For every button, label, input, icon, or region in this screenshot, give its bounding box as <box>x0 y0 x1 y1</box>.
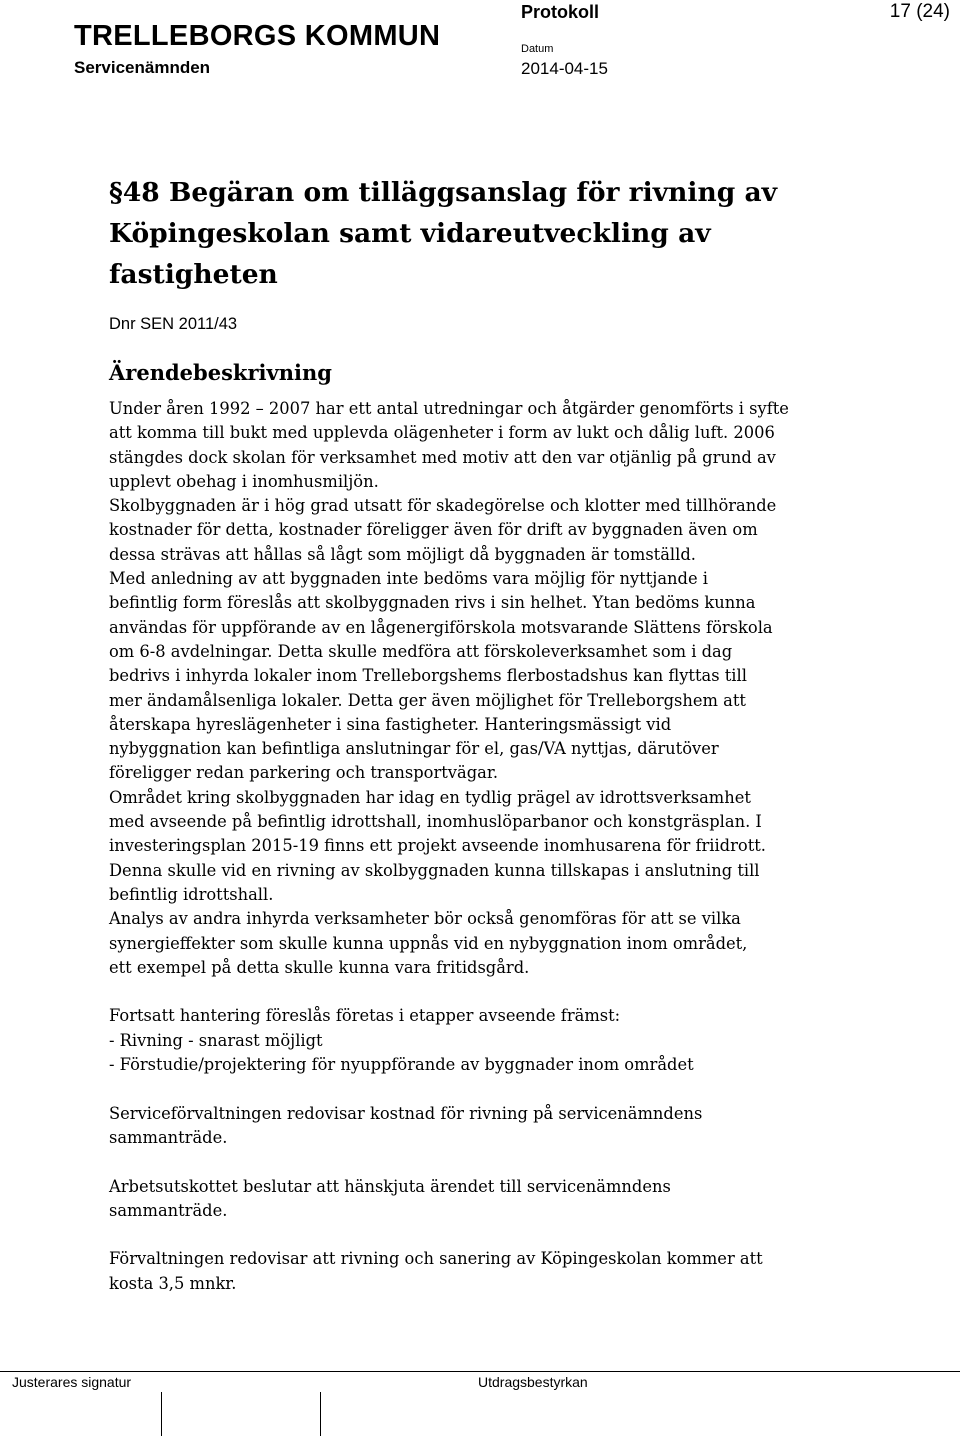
date-value: 2014-04-15 <box>521 59 608 78</box>
body-line: återskapa hyreslägenheter i sina fastigheter. Hanteringsmässigt vid <box>109 714 672 734</box>
department-name: Servicenämnden <box>74 58 211 77</box>
body-line: ett exempel på detta skulle kunna vara fritidsgård. <box>109 957 530 977</box>
body-line: dessa strävas att hållas så lågt som möjligt då byggnaden är tomställd. <box>109 544 696 564</box>
plan-line: Fortsatt hantering föreslås företas i etapper avseende främst: <box>109 1006 621 1026</box>
body-line: kostnader för detta, kostnader föreligger även för drift av byggnaden även om <box>109 520 758 540</box>
plan-line: - Förstudie/projektering för nyuppförande av byggnader inom området <box>109 1055 694 1075</box>
paragraph-gap <box>109 1223 909 1247</box>
body-line: upplevt obehag i inomhusmiljön. <box>109 471 379 491</box>
body-line: Under åren 1992 – 2007 har ett antal utredningar och åtgärder genomförts i syfte <box>109 399 789 418</box>
body-line: befintlig form föreslås att skolbyggnaden rivs i sin helhet. Ytan bedöms kunna <box>109 593 756 613</box>
report-line: Serviceförvaltningen redovisar kostnad för rivning på servicenämndens <box>109 1103 703 1123</box>
section-title: §48 Begäran om tilläggsanslag för rivning av Köpingeskolan samt vidareutveckling av fastigheten <box>109 177 778 290</box>
body-line: Skolbyggnaden är i hög grad utsatt för skadegörelse och klotter med tillhörande <box>109 496 777 516</box>
signature-label: Justerares signatur <box>12 1374 132 1390</box>
extract-certification-label: Utdragsbestyrkan <box>478 1374 588 1390</box>
paragraph-gap <box>109 1077 909 1101</box>
body-line: investeringsplan 2015-19 finns ett projekt avseende inomhusarena för friidrott. <box>109 836 766 856</box>
body-line: nybyggnation kan befintliga anslutningar för el, gas/VA nyttjas, därutöver <box>109 739 719 759</box>
report-line: sammanträde. <box>109 1127 228 1147</box>
body-line: användas för uppförande av en lågenergiförskola motsvarande Slättens förskola <box>109 617 773 637</box>
body-line: synergieffekter som skulle kunna uppnås vid en nybyggnation inom området, <box>109 933 748 953</box>
body-line: om 6-8 avdelningar. Detta skulle medföra att förskoleverksamhet som i dag <box>109 641 733 661</box>
body-line: befintlig idrottshall. <box>109 884 274 904</box>
body-line: att komma till bukt med upplevda olägenheter i form av lukt och dålig luft. 2006 <box>109 423 775 443</box>
body-line: Analys av andra inhyrda verksamheter bör också genomföras för att se vilka <box>109 909 741 929</box>
body-line: bedrivs i inhyrda lokaler inom Trelleborgshems flerbostadshus kan flyttas till <box>109 666 747 686</box>
cost-line: Förvaltningen redovisar att rivning och sanering av Köpingeskolan kommer att <box>109 1249 763 1269</box>
paragraph-gap <box>109 980 909 1004</box>
paragraph-gap <box>109 1150 909 1174</box>
date-label: Datum <box>521 43 554 55</box>
body-line: Området kring skolbyggnaden har idag en tydlig prägel av idrottsverksamhet <box>109 787 751 807</box>
document-type: Protokoll <box>521 2 600 22</box>
body-line: Denna skulle vid en rivning av skolbyggnaden kunna tillskapas i anslutning till <box>109 860 760 880</box>
body-line: Med anledning av att byggnaden inte bedöms vara möjlig för nyttjande i <box>109 569 708 589</box>
cost-line: kosta 3,5 mnkr. <box>109 1273 237 1293</box>
body-text <box>109 397 909 1296</box>
case-number: Dnr SEN 2011/43 <box>109 315 238 333</box>
page-number: 17 (24) <box>889 1 950 22</box>
body-line: mer ändamålsenliga lokaler. Detta ger även möjlighet för Trelleborgshem att <box>109 690 746 710</box>
body-line: föreligger redan parkering och transportvägar. <box>109 763 499 783</box>
body-line: stängdes dock skolan för verksamhet med motiv att den var otjänlig på grund av <box>109 447 776 467</box>
organization-name: TRELLEBORGS KOMMUN <box>74 20 441 52</box>
decision-line: Arbetsutskottet beslutar att hänskjuta ärendet till servicenämndens <box>109 1176 671 1196</box>
decision-line: sammanträde. <box>109 1200 228 1220</box>
signature-box-divider <box>320 1392 321 1436</box>
body-line: med avseende på befintlig idrottshall, inomhuslöparbanor och konstgräsplan. I <box>109 812 762 832</box>
plan-line: - Rivning - snarast möjligt <box>109 1030 323 1050</box>
subheading: Ärendebeskrivning <box>109 360 332 385</box>
signature-box-divider <box>161 1392 162 1436</box>
footer-rule <box>0 1371 960 1372</box>
